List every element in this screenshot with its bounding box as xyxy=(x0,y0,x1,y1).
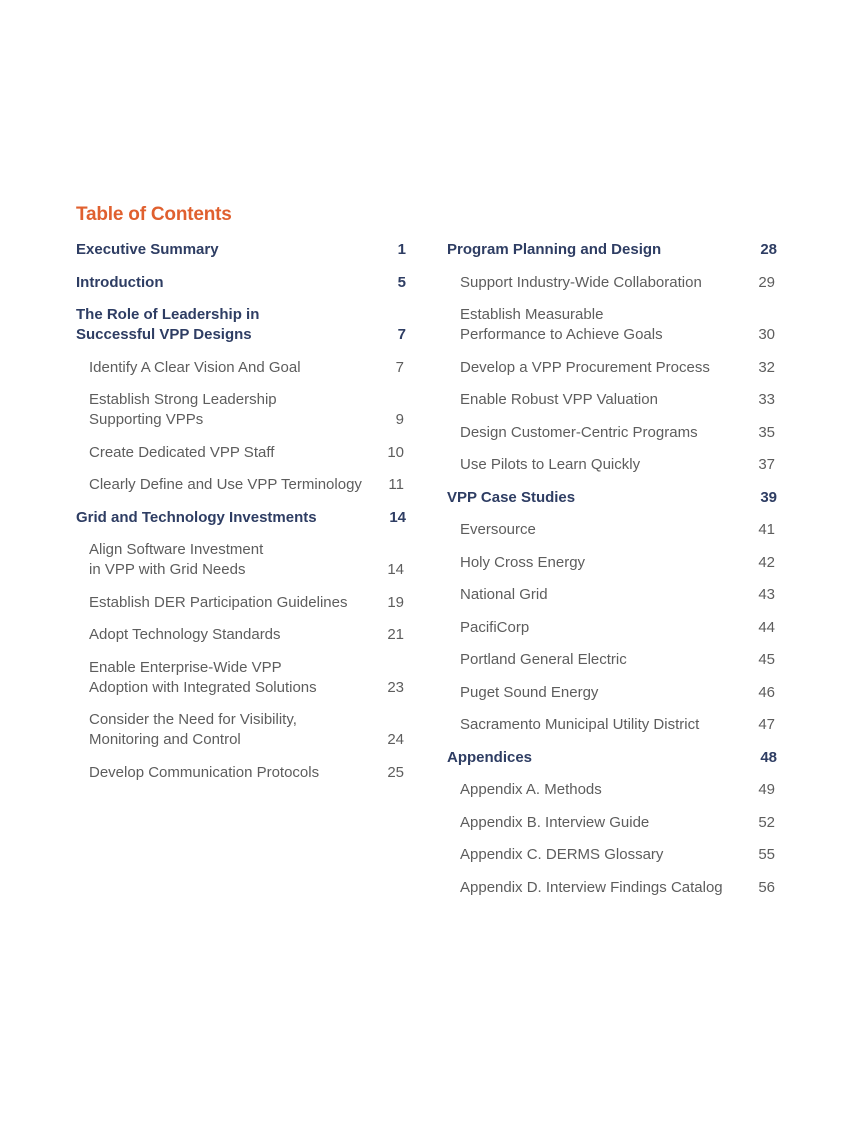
toc-entry-label: Create Dedicated VPP Staff xyxy=(89,443,275,461)
toc-entry-page-number: 32 xyxy=(758,358,775,376)
toc-entry-label: The Role of Leadership in Successful VPP Designs xyxy=(76,306,260,343)
toc-subsection-entry[interactable] xyxy=(76,540,406,580)
toc-entry-page-number: 14 xyxy=(387,561,404,578)
toc-entry-page-number: 35 xyxy=(758,423,775,441)
toc-entry-label: Adopt Technology Standards xyxy=(89,626,281,643)
toc-entry-page-number: 7 xyxy=(397,326,406,343)
toc-entry-page-number: 42 xyxy=(758,553,775,571)
toc-entry-label: Identify A Clear Vision And Goal xyxy=(89,358,301,376)
toc-entry-page-number: 39 xyxy=(760,488,777,506)
toc-section-entry[interactable] xyxy=(76,240,406,260)
toc-subsection-entry[interactable] xyxy=(447,553,777,573)
toc-subsection-entry[interactable] xyxy=(76,658,406,698)
toc-subsection-entry[interactable] xyxy=(447,305,777,345)
toc-entry-page-number: 43 xyxy=(758,586,775,603)
toc-entry-label: Appendix C. DERMS Glossary xyxy=(460,846,664,863)
toc-entry-label: Support Industry-Wide Collaboration xyxy=(460,273,702,291)
toc-entry-label: Align Software Investment in VPP with Grid Needs xyxy=(89,541,264,578)
toc-entry-label: Design Customer-Centric Programs xyxy=(460,423,698,441)
toc-entry-page-number: 56 xyxy=(758,878,775,896)
toc-entry-page-number: 14 xyxy=(389,508,406,526)
toc-entry-page-number: 28 xyxy=(760,241,777,258)
toc-entry-page-number: 45 xyxy=(758,651,775,668)
toc-subsection-entry[interactable] xyxy=(76,390,406,430)
toc-entry-page-number: 7 xyxy=(395,358,404,376)
toc-entry-page-number: 37 xyxy=(758,456,775,473)
toc-entry-page-number: 52 xyxy=(758,813,775,831)
toc-subsection-entry[interactable] xyxy=(447,455,777,475)
toc-subsection-entry[interactable] xyxy=(447,390,777,410)
toc-entry-page-number: 25 xyxy=(387,763,404,781)
toc-subsection-entry[interactable] xyxy=(447,650,777,670)
toc-subsection-entry[interactable] xyxy=(447,585,777,605)
toc-entry-page-number: 11 xyxy=(388,476,404,493)
toc-subsection-entry[interactable] xyxy=(447,780,777,800)
toc-entry-page-number: 10 xyxy=(387,443,404,461)
toc-entry-page-number: 19 xyxy=(387,593,404,611)
toc-entry-label: Establish Measurable Performance to Achieve Goals xyxy=(460,306,663,343)
toc-entry-label: Holy Cross Energy xyxy=(460,553,586,571)
toc-subsection-entry[interactable] xyxy=(447,845,777,865)
toc-title: Table of Contents xyxy=(76,204,232,225)
toc-section-entry[interactable] xyxy=(76,273,406,293)
toc-entry-label: Appendix B. Interview Guide xyxy=(460,813,650,831)
toc-entry-label: Appendices xyxy=(447,748,533,766)
toc-entry-label: Eversource xyxy=(460,521,536,538)
toc-entry-label: Appendix A. Methods xyxy=(460,781,602,798)
toc-entry-label: Consider the Need for Visibility, Monitoring and Control xyxy=(89,711,297,748)
toc-entry-label: Program Planning and Design xyxy=(447,241,662,258)
toc-entry-page-number: 41 xyxy=(758,521,775,538)
toc-entry-label: Use Pilots to Learn Quickly xyxy=(460,456,641,473)
toc-entry-label: VPP Case Studies xyxy=(447,488,576,506)
toc-entry-label: Enable Enterprise-Wide VPP Adoption with Integrated Solutions xyxy=(89,658,317,696)
toc-entry-page-number: 44 xyxy=(758,618,775,636)
toc-entry-label: Develop Communication Protocols xyxy=(89,763,320,781)
toc-subsection-entry[interactable] xyxy=(447,520,777,540)
toc-subsection-entry[interactable] xyxy=(76,358,406,378)
toc-subsection-entry[interactable] xyxy=(447,683,777,703)
toc-entry-page-number: 24 xyxy=(387,731,404,748)
toc-entry-page-number: 33 xyxy=(758,391,775,408)
toc-entry-label: Introduction xyxy=(76,273,164,291)
toc-entry-page-number: 21 xyxy=(387,626,404,643)
toc-subsection-entry[interactable] xyxy=(447,813,777,833)
toc-subsection-entry[interactable] xyxy=(76,625,406,645)
toc-right-column xyxy=(447,240,777,898)
toc-entry-label: National Grid xyxy=(460,586,548,603)
toc-entry-label: Sacramento Municipal Utility District xyxy=(460,716,700,733)
toc-entry-page-number: 1 xyxy=(397,241,406,258)
toc-entry-page-number: 9 xyxy=(395,411,404,428)
toc-entry-page-number: 30 xyxy=(758,326,775,343)
toc-subsection-entry[interactable] xyxy=(76,710,406,750)
toc-entry-label: Clearly Define and Use VPP Terminology xyxy=(89,476,362,493)
toc-entry-label: Portland General Electric xyxy=(460,651,627,668)
toc-subsection-entry[interactable] xyxy=(76,763,406,783)
toc-entry-page-number: 55 xyxy=(758,846,775,863)
toc-entry-page-number: 49 xyxy=(758,781,775,798)
toc-entry-page-number: 5 xyxy=(397,273,406,291)
toc-subsection-entry[interactable] xyxy=(76,593,406,613)
toc-section-entry[interactable] xyxy=(76,305,406,345)
toc-subsection-entry[interactable] xyxy=(447,715,777,735)
toc-entry-label: Executive Summary xyxy=(76,241,219,258)
toc-entry-label: Grid and Technology Investments xyxy=(76,508,317,526)
toc-entry-page-number: 48 xyxy=(760,748,777,766)
toc-subsection-entry[interactable] xyxy=(447,358,777,378)
toc-section-entry[interactable] xyxy=(447,748,777,768)
toc-entry-label: PacifiCorp xyxy=(460,618,530,636)
toc-entry-page-number: 47 xyxy=(758,716,775,733)
toc-left-column xyxy=(76,240,406,783)
toc-subsection-entry[interactable] xyxy=(76,443,406,463)
toc-entry-label: Develop a VPP Procurement Process xyxy=(460,358,710,376)
toc-subsection-entry[interactable] xyxy=(76,475,406,495)
toc-entry-label: Enable Robust VPP Valuation xyxy=(460,391,658,408)
toc-entry-label: Puget Sound Energy xyxy=(460,683,599,701)
toc-section-entry[interactable] xyxy=(76,508,406,528)
toc-entry-label: Establish Strong Leadership Supporting VPPs xyxy=(89,391,277,428)
toc-subsection-entry[interactable] xyxy=(447,273,777,293)
toc-subsection-entry[interactable] xyxy=(447,423,777,443)
toc-entry-page-number: 46 xyxy=(758,683,775,701)
toc-entry-page-number: 23 xyxy=(387,678,404,696)
toc-entry-label: Appendix D. Interview Findings Catalog xyxy=(460,878,723,896)
toc-section-entry[interactable] xyxy=(447,240,777,260)
toc-entry-page-number: 29 xyxy=(758,273,775,291)
toc-section-entry[interactable] xyxy=(447,488,777,508)
toc-entry-label: Establish DER Participation Guidelines xyxy=(89,593,348,611)
toc-subsection-entry[interactable] xyxy=(447,878,777,898)
toc-subsection-entry[interactable] xyxy=(447,618,777,638)
